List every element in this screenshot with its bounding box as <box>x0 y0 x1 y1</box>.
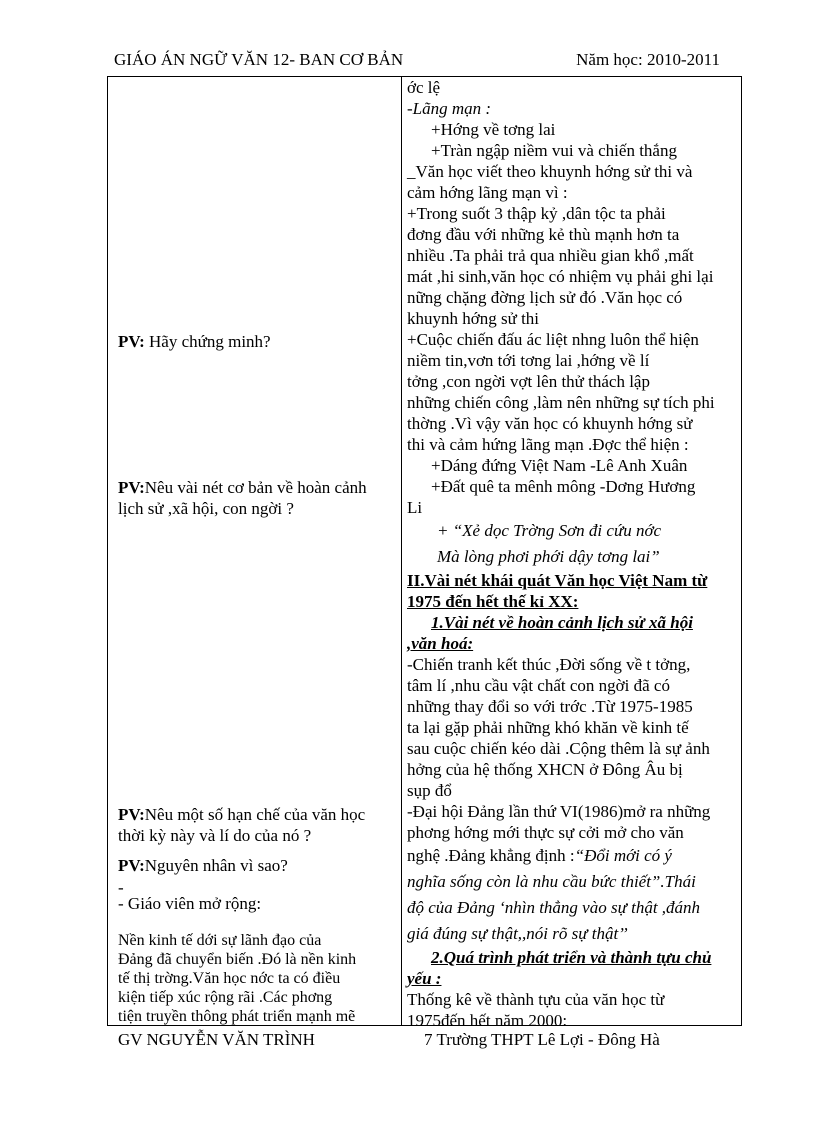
question-label: PV: <box>118 478 145 497</box>
header-year: Năm học: 2010-2011 <box>576 50 720 69</box>
subsection-heading: 2.Quá trình phát triển và thành tựu chủ <box>431 948 712 967</box>
question-limitations <box>118 804 396 846</box>
text-line: thờng .Vì vậy văn học có khuynh hớng sử <box>407 414 693 433</box>
quote-line: giá đúng sự thật,,nói rõ sự thật’’ <box>407 924 628 943</box>
text-line: những chiến công ,làm nên những sự tích phi <box>407 393 715 412</box>
column-divider <box>401 77 402 1025</box>
question-prove <box>118 331 396 352</box>
question-label: PV: <box>118 332 145 351</box>
question-context <box>118 477 396 519</box>
text-line: nững chặng đờng lịch sử đó .Văn học có <box>407 288 683 307</box>
paragraph-line: Nền kinh tế dới sự lãnh đạo của <box>118 932 322 949</box>
teacher-activity-column <box>108 77 401 1025</box>
section-heading: 1975 đến hết thế kỉ XX: <box>407 592 579 611</box>
text-segment: nghệ .Đảng khẳng định : <box>407 846 575 865</box>
paragraph-line: Đảng đã chuyển biến .Đó là nền kinh <box>118 951 357 968</box>
quote-line: độ của Đảng ‘nhìn thẳng vào sự thật ,đánh <box>407 898 701 917</box>
question-text: Nguyên nhân vì sao? <box>144 856 288 875</box>
page-header <box>114 50 720 76</box>
content-column <box>407 77 739 1025</box>
question-text: lịch sử ,xã hội, con ngời ? <box>118 499 294 518</box>
footer-school: 7 Trường THPT Lê Lợi - Đông Hà <box>424 1030 660 1049</box>
footer-author: GV NGUYỄN VĂN TRÌNH <box>118 1030 315 1049</box>
text-line: niềm tin,vơn tới tơng lai ,hớng về lí <box>407 351 650 370</box>
subsection-heading: ,văn hoá: <box>407 634 474 653</box>
text-line: Li <box>407 498 423 517</box>
text-line: thi và cảm hứng lãng mạn .Đợc thể hiện : <box>407 435 689 454</box>
text-line: nhiều .Ta phải trả qua nhiều gian khổ ,mất <box>407 246 694 265</box>
text-line: mát ,hi sinh,văn học có nhiệm vụ phải ghi lại <box>407 267 714 286</box>
text-line: _Văn học viết theo khuynh hớng sử thi và <box>407 162 693 181</box>
poem-line: + “Xẻ dọc Trờng Sơn đi cứu nớc <box>437 521 662 540</box>
text-line: phơng hớng mới thực sự cởi mở cho văn <box>407 823 684 842</box>
subsection-heading: 1.Vài nét về hoàn cảnh lịch sử xã hội <box>431 613 693 632</box>
text-line: ta lại gặp phải những khó khăn về kinh tế <box>407 718 689 737</box>
paragraph-line: tế thị trờng.Văn học nớc ta có điều <box>118 970 341 987</box>
text-line: +Dáng đứng Việt Nam -Lê Anh Xuân <box>431 456 688 475</box>
page-footer <box>118 1030 718 1054</box>
text-line: sụp đổ <box>407 781 452 800</box>
text-line: +Đất quê ta mênh mông -Dơng Hương <box>431 477 696 496</box>
quote-segment: “Đổi mới có ý <box>574 846 672 865</box>
text-line: +Hớng về tơng lai <box>431 120 556 139</box>
text-line: khuynh hớng sử thi <box>407 309 540 328</box>
question-label: PV: <box>118 805 145 824</box>
question-text: Hãy chứng minh? <box>144 332 271 351</box>
question-label: PV: <box>118 856 145 875</box>
text-line: cảm hớng lãng mạn vì : <box>407 183 568 202</box>
question-text: thời kỳ này và lí do của nó ? <box>118 826 312 845</box>
section-heading: II.Vài nét khái quát Văn học Việt Nam từ <box>407 571 708 590</box>
text-line: tâm lí ,nhu cầu vật chất con ngời đã có <box>407 676 670 695</box>
text-line: đơng đầu với những kẻ thù mạnh hơn ta <box>407 225 680 244</box>
question-reason <box>118 855 396 876</box>
header-title: GIÁO ÁN NGỮ VĂN 12- BAN CƠ BẢN <box>114 50 404 69</box>
paragraph-line: tiện truyền thông phát triển mạnh mẽ <box>118 1008 356 1025</box>
text-line: +Cuộc chiến đấu ác liệt nhng luôn thể hiện <box>407 330 699 349</box>
subsection-heading: yếu : <box>407 969 442 988</box>
text-line: +Tràn ngập niềm vui và chiến thắng <box>431 141 677 160</box>
text-line: +Trong suốt 3 thập kỷ ,dân tộc ta phải <box>407 204 666 223</box>
text-line: tởng ,con ngời vợt lên thử thách lập <box>407 372 650 391</box>
text-line: ớc lệ <box>407 78 441 97</box>
teacher-paragraph <box>118 931 396 1026</box>
text-line: Thống kê về thành tựu của văn học từ <box>407 990 665 1009</box>
poem-line: Mà lòng phơi phới dậy tơng lai” <box>437 547 660 566</box>
teacher-note: - Giáo viên mở rộng: <box>118 894 262 913</box>
text-line: hởng của hệ thống XHCN ở Đông Âu bị <box>407 760 683 779</box>
text-line: những thay đổi so với trớc .Từ 1975-1985 <box>407 697 693 716</box>
question-text: Nêu vài nét cơ bản về hoàn cảnh <box>144 478 367 497</box>
text-line: -Chiến tranh kết thúc ,Đời sống về t tởng, <box>407 655 691 674</box>
text-line: -Lãng mạn : <box>407 99 492 118</box>
text-line <box>407 843 739 869</box>
question-text: Nêu một số hạn chế của văn học <box>144 805 366 824</box>
text-line: -Đại hội Đảng lần thứ VI(1986)mở ra những <box>407 802 711 821</box>
text-line: sau cuộc chiến kéo dài .Cộng thêm là sự ảnh <box>407 739 710 758</box>
lesson-table <box>107 76 742 1026</box>
paragraph-line: kiện tiếp xúc rộng rãi .Các phơng <box>118 989 333 1006</box>
quote-line: nghĩa sống còn là nhu cầu bức thiết”.Thái <box>407 872 696 891</box>
text-line: 1975đến hết năm 2000: <box>407 1011 568 1026</box>
dash-mark: - <box>118 878 124 897</box>
